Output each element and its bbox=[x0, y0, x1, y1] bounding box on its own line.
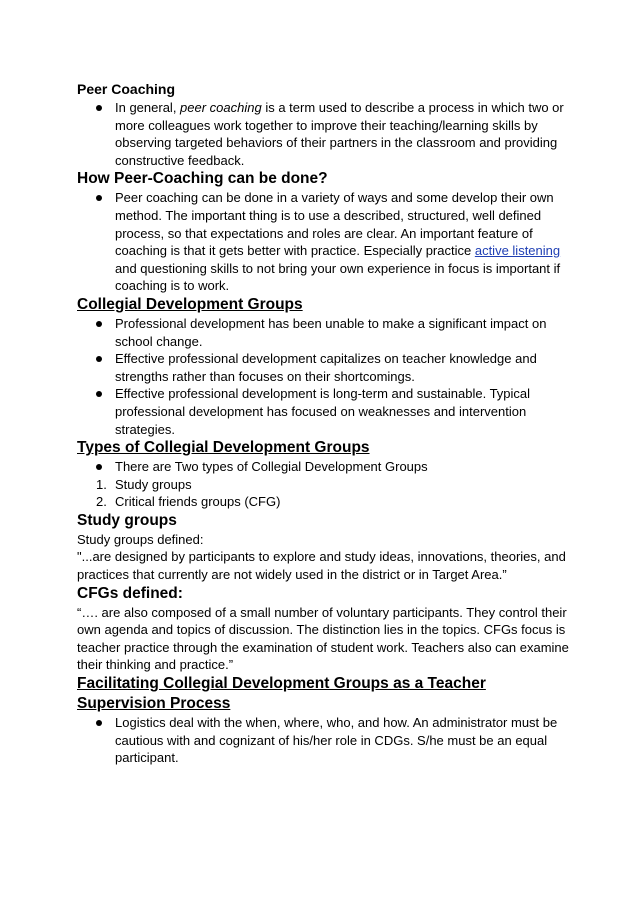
list-item: Professional development has been unable to make a significant impact on school change. bbox=[77, 315, 577, 350]
heading-cfgs-defined: CFGs defined: bbox=[77, 584, 183, 602]
collegial-groups-list bbox=[77, 315, 577, 438]
active-listening-link[interactable]: active listening bbox=[474, 243, 561, 259]
types-list bbox=[77, 458, 577, 511]
peer-coaching-list bbox=[77, 99, 577, 169]
list-item: Peer coaching can be done in a variety of ways and some develop their own method. The important thing is to use a described, structured, well defined process, so that expectations and roles are clear. An important feature of coaching is that it gets better with practice. Especially practice active listening and questioning skills to not bring your own experience in focus is important if coaching is to work. bbox=[77, 189, 577, 295]
facilitating-list bbox=[77, 714, 577, 767]
cfgs-quote: “…. are also composed of a small number of voluntary participants. They control their own agenda and topics of discussion. The distinction lies in the topics. CFGs focus is teacher practice through the examination of student work. Teachers also can examine their thinking and practice.” bbox=[77, 604, 569, 673]
list-item: In general, peer coaching is a term used to describe a process in which two or more colleagues work together to improve their teaching/learning skills by observing targeted behaviors of their partners in the classroom and providing constructive feedback. bbox=[77, 99, 577, 169]
heading-study-groups: Study groups bbox=[77, 511, 177, 529]
list-item: Effective professional development is long-term and sustainable. Typical professional development has focused on weaknesses and intervention strategies. bbox=[77, 385, 577, 438]
heading-peer-coaching: Peer Coaching bbox=[77, 81, 176, 97]
heading-facilitating-groups: Facilitating Collegial Development Groups as a Teacher Supervision Process bbox=[77, 675, 486, 713]
heading-types-of-groups: Types of Collegial Development Groups bbox=[77, 439, 370, 457]
heading-how-peer-coaching: How Peer-Coaching can be done? bbox=[77, 170, 328, 188]
list-item: There are Two types of Collegial Development Groups bbox=[77, 458, 577, 476]
study-groups-intro: Study groups defined: bbox=[77, 531, 204, 547]
list-item: Effective professional development capitalizes on teacher knowledge and strengths rather than focuses on their shortcomings. bbox=[77, 350, 577, 385]
study-groups-quote: "...are designed by participants to explore and study ideas, innovations, theories, and practices that currently are not widely used in the district or in Target Area.” bbox=[77, 549, 566, 583]
how-peer-coaching-list bbox=[77, 189, 577, 295]
numbered-item: 2. Critical friends groups (CFG) bbox=[96, 494, 281, 510]
document-body bbox=[77, 79, 577, 767]
numbered-item: 1. Study groups bbox=[96, 476, 192, 492]
heading-collegial-development-groups: Collegial Development Groups bbox=[77, 295, 303, 313]
list-item: Logistics deal with the when, where, who, and how. An administrator must be cautious with and cognizant of his/her role in CDGs. S/he must be an equal participant. bbox=[77, 714, 577, 767]
